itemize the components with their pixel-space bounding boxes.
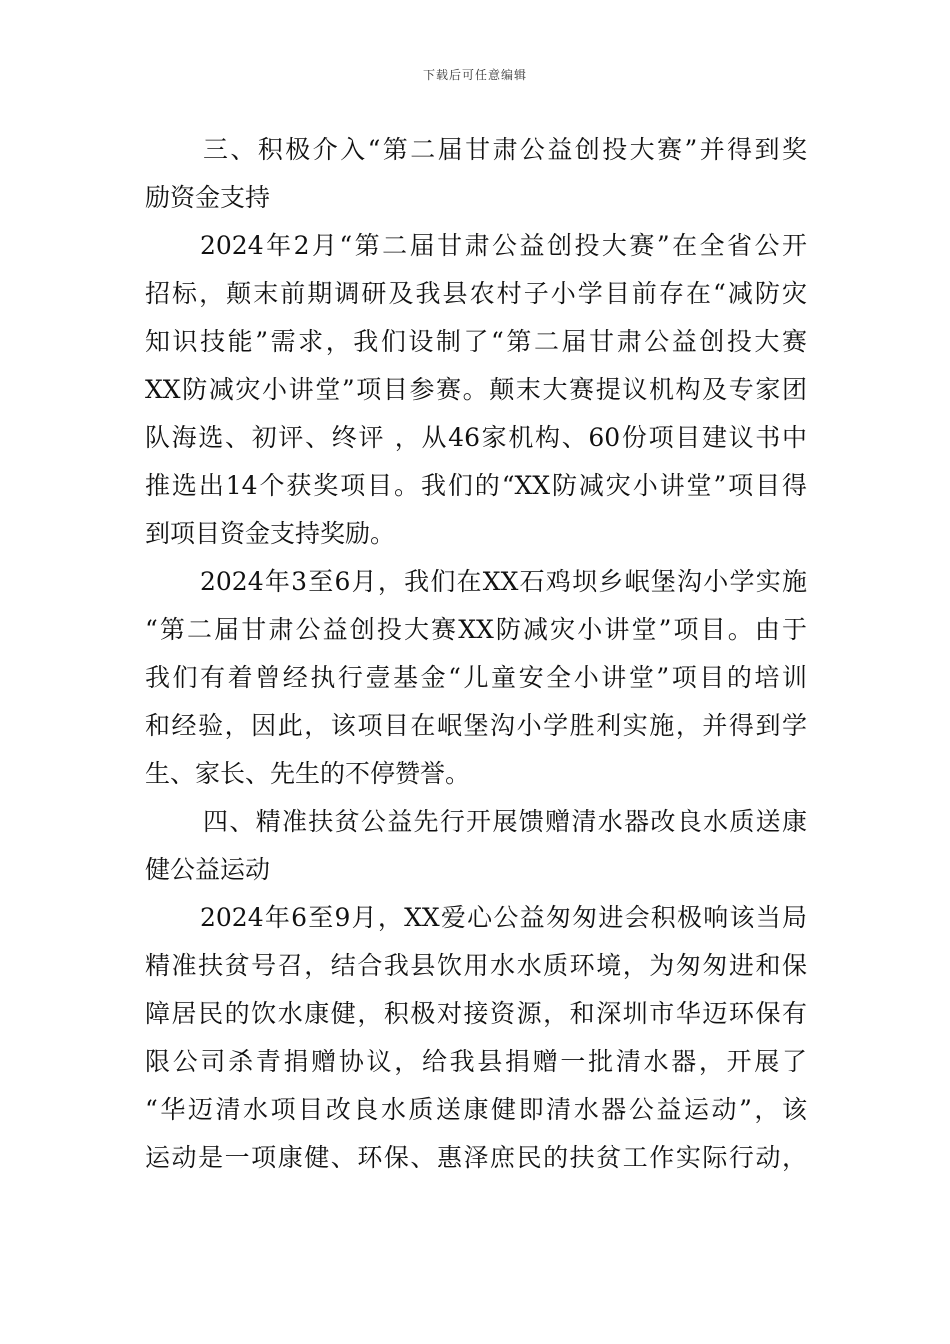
- paragraph-1-line-4: XX防减灾小讲堂”项目参赛。颠末大赛提议机构及专家团: [145, 375, 807, 404]
- paragraph-3-line-5: “华迈清水项目改良水质送康健即清水器公益运动”，该: [145, 1095, 807, 1124]
- paragraph-2-line-2: “第二届甘肃公益创投大赛XX防减灾小讲堂”项目。由于: [145, 615, 807, 644]
- paragraph-3-line-6: 运动是一项康健、环保、惠泽庶民的扶贫工作实际行动，: [145, 1143, 807, 1172]
- paragraph-2-line-3: 我们有着曾经执行壹基金“儿童安全小讲堂”项目的培训: [145, 663, 807, 692]
- paragraph-2-line-1: 2024年3至6月，我们在XX石鸡坝乡岷堡沟小学实施: [200, 567, 807, 596]
- section-heading-4-line-1: 四、精准扶贫公益先行开展馈赠清水器改良水质送康: [203, 807, 807, 836]
- section-heading-3-line-1: 三、积极介入“第二届甘肃公益创投大赛”并得到奖: [203, 135, 807, 164]
- section-heading-3-line-2: 励资金支持: [145, 183, 271, 212]
- paragraph-3-line-4: 限公司杀青捐赠协议，给我县捐赠一批清水器，开展了: [145, 1047, 807, 1076]
- paragraph-1-line-3: 知识技能”需求，我们设制了“第二届甘肃公益创投大赛: [145, 327, 807, 356]
- paragraph-1-line-1: 2024年2月“第二届甘肃公益创投大赛”在全省公开: [200, 231, 807, 260]
- section-heading-4-line-2: 健公益运动: [145, 855, 271, 884]
- paragraph-1-line-6: 推选出14个获奖项目。我们的“XX防减灾小讲堂”项目得: [145, 471, 807, 500]
- header-note: 下载后可任意编辑: [422, 68, 527, 82]
- paragraph-1-line-2: 招标，颠末前期调研及我县农村子小学目前存在“减防灾: [145, 279, 807, 308]
- paragraph-3-line-2: 精准扶贫号召，结合我县饮用水水质环境，为匆匆进和保: [145, 951, 807, 980]
- paragraph-3-line-1: 2024年6至9月，XX爱心公益匆匆进会积极响该当局: [200, 903, 807, 932]
- paragraph-2-line-4: 和经验，因此，该项目在岷堡沟小学胜利实施，并得到学: [145, 711, 807, 740]
- paragraph-2-line-5: 生、家长、先生的不停赞誉。: [145, 759, 471, 788]
- body-text: [145, 126, 807, 1182]
- paragraph-3-line-3: 障居民的饮水康健，积极对接资源，和深圳市华迈环保有: [145, 999, 807, 1028]
- paragraph-1-line-7: 到项目资金支持奖励。: [145, 519, 396, 548]
- paragraph-1-line-5: 队海选、初评、终评 ，从46家机构、60份项目建议书中: [145, 423, 807, 452]
